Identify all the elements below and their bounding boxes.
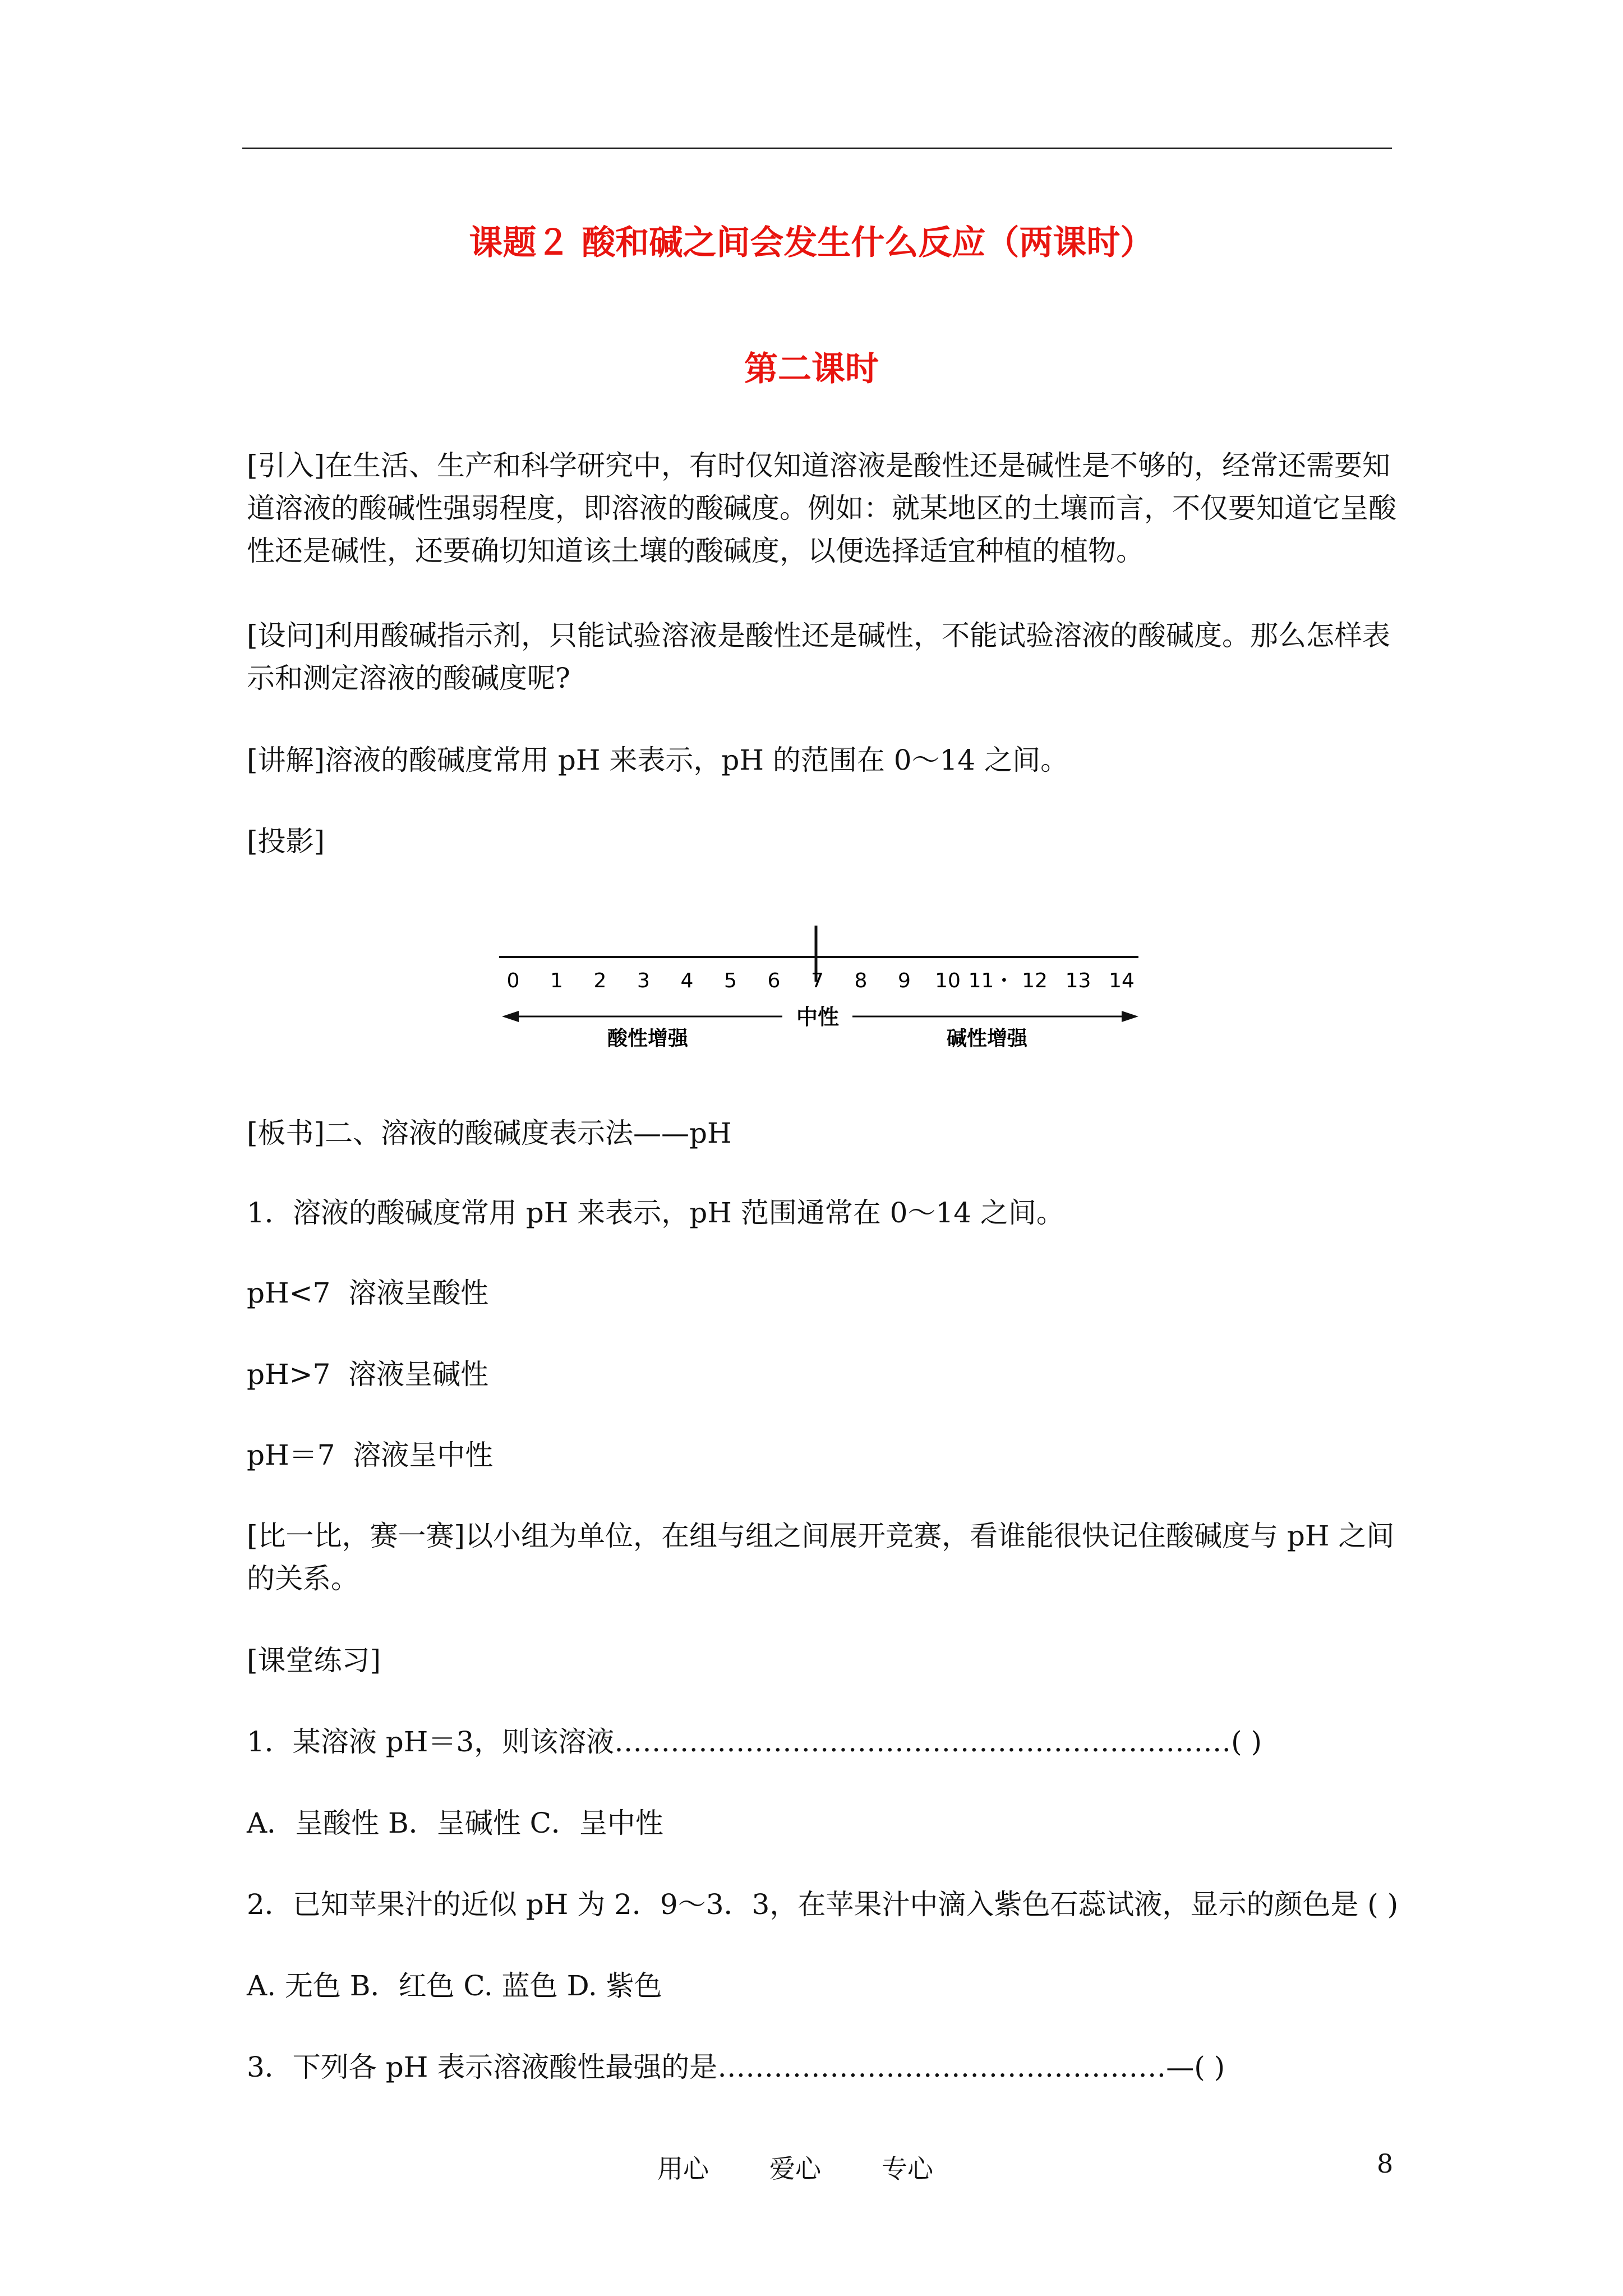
tick-label: 2	[593, 969, 607, 992]
ph-scale-diagram	[494, 914, 1144, 1066]
tick-label: 14	[1109, 969, 1135, 992]
lesson-subtitle: 第二课时	[744, 349, 879, 389]
tick-label: 8	[854, 969, 868, 992]
base-arrow-head	[1122, 1011, 1138, 1022]
intro-paragraph: [引入]在生活、生产和科学研究中，有时仅知道溶液是酸性还是碱性是不够的，经常还需要知道溶液的酸碱性强弱程度，即溶液的酸碱度。例如：就某地区的土壤而言，不仅要知道它呈酸性还是碱性，还要确切知道该土壤的酸碱度，以便选择适宜种植的植物。	[247, 449, 1396, 567]
footer-text-3: 专心	[882, 2154, 933, 2184]
question-2: 2．已知苹果汁的近似 pH 为 2．9～3．3，在苹果汁中滴入紫色石蕊试液，显示的颜色是 ( )	[247, 1888, 1399, 1921]
explain-line: [讲解]溶液的酸碱度常用 pH 来表示，pH 的范围在 0～14 之间。	[247, 744, 1069, 776]
tick-label: 13	[1065, 969, 1091, 992]
question-1-options: A．呈酸性 B．呈碱性 C．呈中性	[247, 1807, 663, 1839]
footer-text-2: 爱心	[769, 2154, 821, 2184]
ph-acidic-rule: pH<7 溶液呈酸性	[247, 1277, 489, 1309]
tick-label: 3	[637, 969, 650, 992]
lesson-title: 课题２ 酸和碱之间会发生什么反应（两课时）	[469, 223, 1154, 263]
tick-label: 4	[680, 969, 694, 992]
base-label: 碱性增强	[946, 1027, 1028, 1050]
tick-label: 0	[506, 969, 520, 992]
question-2-options: A. 无色 B．红色 C. 蓝色 D. 紫色	[247, 1970, 662, 2002]
footer-text-1: 用心	[657, 2154, 709, 2184]
tick-label: 6	[767, 969, 781, 992]
page-number: 8	[1377, 2148, 1394, 2179]
point-one: 1．溶液的酸碱度常用 pH 来表示，pH 范围通常在 0～14 之间。	[247, 1197, 1064, 1229]
tick-label: 11・	[968, 969, 1015, 992]
competition-paragraph: [比一比，赛一赛]以小组为单位，在组与组之间展开竞赛，看谁能很快记住酸碱度与 pH 之间的关系。	[247, 1520, 1395, 1595]
board-heading: [板书]二、溶液的酸碱度表示法——pH	[247, 1117, 732, 1149]
tick-label: 7	[811, 969, 824, 992]
acid-arrow-head	[502, 1011, 519, 1022]
ph-neutral-rule: pH＝7 溶液呈中性	[247, 1439, 494, 1471]
tick-label: 12	[1022, 969, 1048, 992]
tick-labels	[507, 969, 1135, 992]
exercise-heading: [课堂练习]	[247, 1644, 381, 1677]
acid-label: 酸性增强	[607, 1027, 689, 1050]
projection-label: [投影]	[247, 825, 325, 858]
ph-basic-rule: pH>7 溶液呈碱性	[247, 1358, 489, 1391]
question-paragraph: [设问]利用酸碱指示剂，只能试验溶液是酸性还是碱性，不能试验溶液的酸碱度。那么怎样表示和测定溶液的酸碱度呢?	[247, 619, 1391, 694]
tick-label: 5	[724, 969, 737, 992]
question-3: 3．下列各 pH 表示溶液酸性最强的是…………………………………………—( )	[247, 2051, 1225, 2083]
neutral-label: 中性	[796, 1005, 840, 1029]
tick-label: 10	[935, 969, 961, 992]
header-rule	[242, 148, 1392, 149]
tick-label: 1	[550, 969, 563, 992]
tick-label: 9	[898, 969, 911, 992]
question-1: 1．某溶液 pH＝3，则该溶液…………………………………………………………( )	[247, 1726, 1262, 1758]
